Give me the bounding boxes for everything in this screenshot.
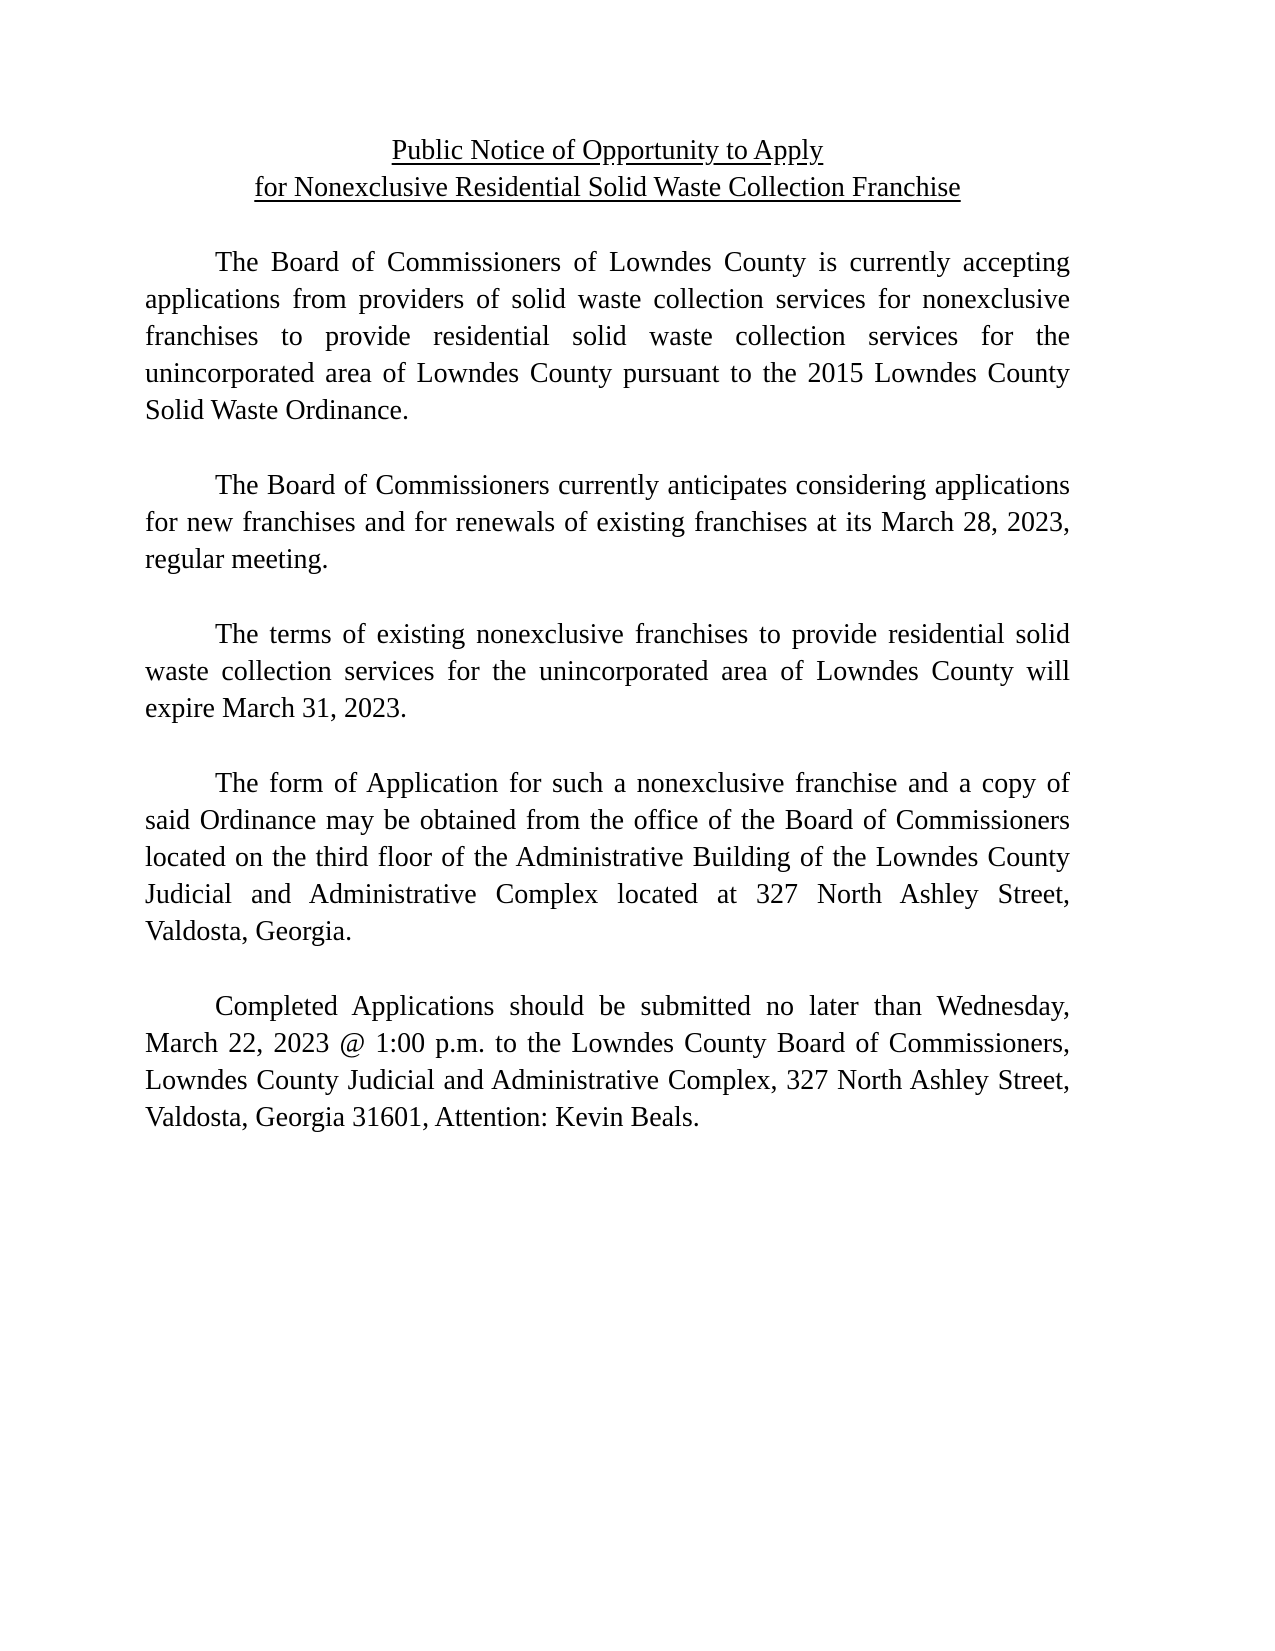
paragraph-form-of-application: The form of Application for such a nonexclusive franchise and a copy of said Ordinance may be obtained from the office of the Board of Commissioners located on the third floor of the Administrative Building of the Lowndes County Judicial and Administrative Complex located at 327 North Ashley Street, Valdosta, Georgia. [145, 768, 1070, 947]
paragraph-completed-applications: Completed Applications should be submitted no later than Wednesday, March 22, 2023 @ 1:00 p.m. to the Lowndes County Board of Commissioners, Lowndes County Judicial and Administrative Complex, 327 North Ashley Street, Valdosta, Georgia 31601, Attention: Kevin Beals. [145, 991, 1070, 1133]
notice-title-line-2: for Nonexclusive Residential Solid Waste Collection Franchise [254, 172, 961, 203]
paragraph-anticipates-considering: The Board of Commissioners currently anticipates considering applications for new franchises and for renewals of existing franchises at its March 28, 2023, regular meeting. [145, 470, 1070, 575]
notice-title-line-1: Public Notice of Opportunity to Apply [391, 135, 824, 166]
paragraph-accepting-applications: The Board of Commissioners of Lowndes County is currently accepting applications from providers of solid waste collection services for nonexclusive franchises to provide residential solid waste collection services for the unincorporated area of Lowndes County pursuant to the 2015 Lowndes County Solid Waste Ordinance. [145, 247, 1070, 426]
paragraph-terms-expire: The terms of existing nonexclusive franchises to provide residential solid waste collection services for the unincorporated area of Lowndes County will expire March 31, 2023. [145, 619, 1070, 724]
notice-title [145, 132, 1070, 206]
